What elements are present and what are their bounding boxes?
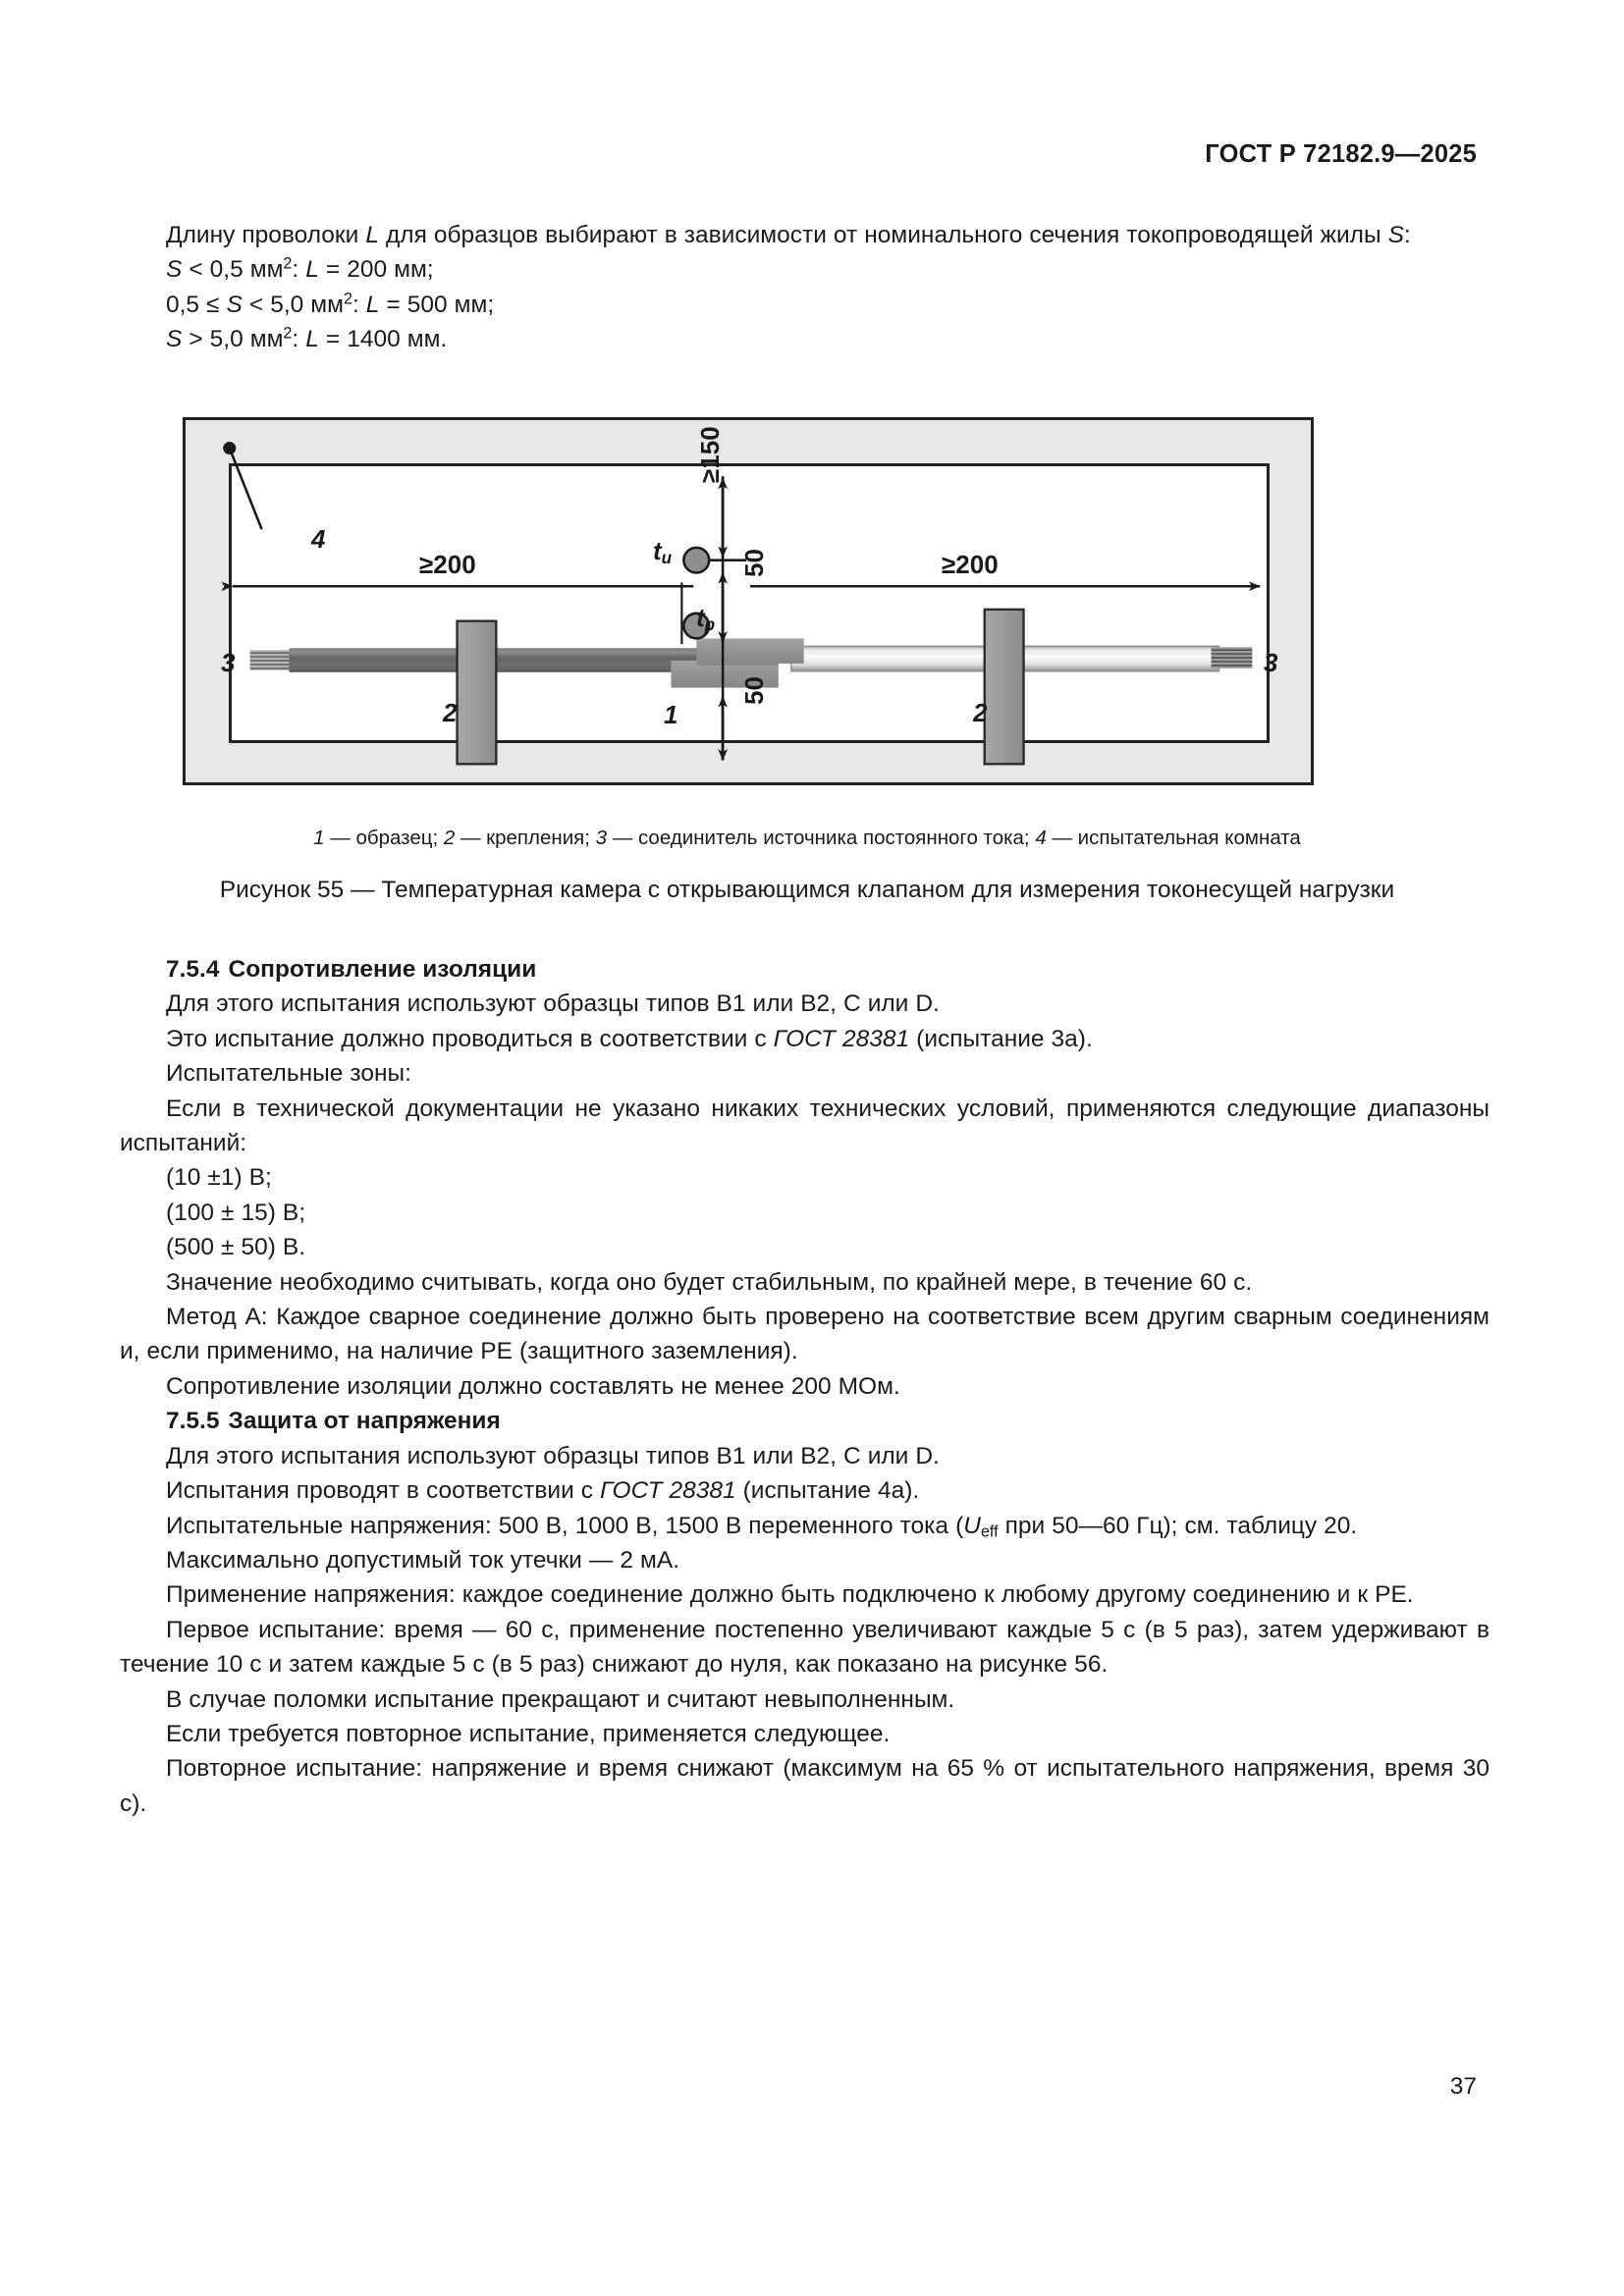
s755-paragraph-voltage-application: Применение напряжения: каждое соединение должно быть подключено к любому другому соединению и к РЕ. (166, 1581, 1414, 1609)
test-room-outer-frame (183, 417, 1314, 785)
figure-dimension-height-150: ≥150 (695, 426, 725, 483)
s755-paragraph-test-voltages (120, 1509, 1489, 1543)
legend-item-1-text: — образец; (324, 827, 444, 849)
s754-paragraph-standard-ref (120, 1022, 1489, 1056)
figure-dimension-right-200: ≥200 (942, 550, 999, 579)
s755-p3-text-b: при 50—60 Гц); см. таблицу 20. (998, 1512, 1358, 1539)
legend-item-4-text: — испытательная комната (1046, 827, 1301, 849)
intro-symbol-length: L (365, 222, 379, 248)
range2-exponent: 2 (343, 290, 352, 308)
range3-relation: > 5,0 мм (182, 326, 284, 353)
sensor-tu-ambient (683, 548, 709, 573)
range3-symbol-s: S (166, 326, 183, 353)
figure-55-drawing (186, 420, 1311, 782)
range1-symbol-s: S (166, 256, 183, 284)
figure-label-specimen: 1 (664, 700, 678, 729)
heading-7-5-5 (120, 1404, 1489, 1438)
s754-p2-standard: ГОСТ 28381 (773, 1025, 910, 1052)
s754-p2-text-b: (испытание 3а). (909, 1025, 1093, 1052)
s754-range-3: (500 ± 50) В. (166, 1234, 306, 1261)
range2-symbol-s: S (226, 291, 243, 318)
s755-paragraph-retest-conditions: Повторное испытание: напряжение и время снижают (максимум на 65 % от испытательного напряжения, время 30 с). (120, 1755, 1489, 1817)
s755-symbol-ueff: U (963, 1512, 981, 1539)
dc-source-connector-right (1212, 647, 1253, 668)
range3-symbol-l: L (305, 326, 319, 353)
s754-p2-text-a: Это испытание должно проводиться в соответствии с (166, 1025, 774, 1052)
s755-paragraph-failure: В случае поломки испытание прекращают и считают невыполненным. (166, 1685, 955, 1713)
s755-p3-text-a: Испытательные напряжения: 500 В, 1000 В, 1500 В переменного тока ( (166, 1512, 964, 1539)
specimen-joint (671, 638, 803, 687)
range3-exponent: 2 (283, 324, 293, 343)
heading-7-5-4-title: Сопротивление изоляции (228, 956, 537, 983)
s755-p2-text-a: Испытания проводят в соответствии с (166, 1477, 601, 1505)
clamp-right (985, 610, 1024, 764)
s754-paragraph-no-spec: Если в технической документации не указано никаких технических условий, применяются следующие диапазоны испытаний: (120, 1095, 1489, 1157)
legend-item-4-number: 4 (1035, 827, 1047, 849)
intro-text-c: : (1403, 222, 1411, 248)
figure-label-sensor-tu-subscript: u (661, 547, 673, 567)
intro-text-block (120, 218, 1489, 357)
s754-range-2: (100 ± 15) В; (166, 1199, 306, 1226)
figure-label-clamp-left: 2 (443, 698, 458, 727)
figure-label-clamp-right: 2 (973, 698, 988, 727)
range1-relation: < 0,5 мм (182, 256, 284, 284)
figure-55-legend (120, 825, 1494, 852)
intro-range-item-2 (120, 288, 1489, 322)
figure-dimension-left-200: ≥200 (419, 550, 476, 579)
page-number: 37 (1449, 2073, 1477, 2100)
document-header-standard-number: ГОСТ Р 72182.9—2025 (1205, 140, 1477, 168)
s755-paragraph-standard-ref (120, 1473, 1489, 1508)
range2-symbol-l: L (365, 291, 380, 318)
intro-text-a: Длину проволоки (166, 222, 366, 248)
legend-item-3-number: 3 (595, 827, 608, 849)
figure-55 (120, 417, 1494, 906)
range1-value: = 200 мм; (318, 256, 434, 284)
s754-paragraph-stable-reading: Значение необходимо считывать, когда оно будет стабильным, по крайней мере, в течение 60 с. (166, 1268, 1253, 1296)
clamp-left (458, 621, 497, 765)
legend-item-1-number: 1 (313, 827, 325, 849)
s755-p2-text-b: (испытание 4а). (735, 1477, 920, 1505)
figure-label-test-room: 4 (311, 524, 326, 554)
s754-paragraph-specimen-types: Для этого испытания используют образцы типов В1 или В2, С или D. (166, 990, 940, 1018)
legend-item-2-number: 2 (443, 827, 456, 849)
s754-paragraph-test-zones: Испытательные зоны: (166, 1060, 411, 1088)
range3-separator: : (292, 326, 306, 353)
heading-7-5-4 (120, 952, 1489, 987)
s754-paragraph-method-a: Метод А: Каждое сварное соединение должно быть проверено на соответствие всем другим сварным соединениям и, если применимо, на наличие РЕ (защитного заземления). (120, 1304, 1489, 1365)
intro-paragraph (120, 218, 1489, 252)
s755-paragraph-retest-intro: Если требуется повторное испытание, применяется следующее. (166, 1720, 891, 1747)
dc-source-connector-left (250, 650, 292, 670)
intro-range-item-3 (120, 322, 1489, 356)
heading-7-5-4-number: 7.5.4 (166, 956, 220, 983)
range2-relation: < 5,0 мм (242, 291, 344, 318)
s755-p2-standard: ГОСТ 28381 (600, 1477, 736, 1505)
s755-paragraph-first-test: Первое испытание: время — 60 с, применение постепенно увеличивают каждые 5 с (в 5 раз), затем удерживают в течение 10 с и затем каждые 5 с (в 5 раз) снижают до нуля, как показано на рисунке 56. (120, 1616, 1489, 1679)
callout-test-room (223, 442, 261, 529)
range3-value: = 1400 мм. (318, 326, 448, 353)
range2-value: = 500 мм; (379, 291, 495, 318)
intro-range-item-1 (120, 252, 1489, 287)
range2-prefix: 0,5 ≤ (166, 291, 227, 318)
figure-label-sensor-tp-subscript: p (704, 614, 716, 634)
heading-7-5-5-title: Защита от напряжения (228, 1408, 501, 1435)
figure-label-connector-right: 3 (1264, 648, 1278, 677)
legend-item-2-text: — крепления; (455, 827, 596, 849)
s755-paragraph-leakage-current: Максимально допустимый ток утечки — 2 мА. (166, 1546, 680, 1574)
s755-symbol-ueff-subscript: eff (980, 1522, 999, 1541)
legend-item-3-text: — соединитель источника постоянного тока; (607, 827, 1036, 849)
s754-range-1: (10 ±1) В; (166, 1164, 272, 1192)
intro-symbol-section: S (1387, 222, 1404, 248)
s755-paragraph-specimen-types: Для этого испытания используют образцы типов В1 или В2, С или D. (166, 1442, 940, 1469)
figure-dimension-above-50: 50 (739, 549, 769, 577)
range1-symbol-l: L (305, 256, 319, 284)
intro-text-b: для образцов выбирают в зависимости от номинального сечения токопроводящей жилы (378, 222, 1388, 248)
figure-label-connector-left: 3 (221, 648, 236, 677)
s754-paragraph-min-resistance: Сопротивление изоляции должно составлять не менее 200 МОм. (166, 1372, 900, 1400)
range1-separator: : (292, 256, 306, 284)
figure-label-sensor-tu: $t_u$ (653, 536, 673, 567)
figure-label-sensor-tp: $t_p$ (696, 603, 716, 634)
figure-dimension-below-50: 50 (739, 676, 769, 705)
heading-7-5-5-number: 7.5.5 (166, 1408, 220, 1435)
range1-exponent: 2 (283, 255, 293, 273)
range2-separator: : (352, 291, 366, 318)
figure-55-caption: Рисунок 55 — Температурная камера с открывающимся клапаном для измерения токонесущей нагрузки (219, 877, 1395, 903)
body-text-block (120, 952, 1489, 1821)
